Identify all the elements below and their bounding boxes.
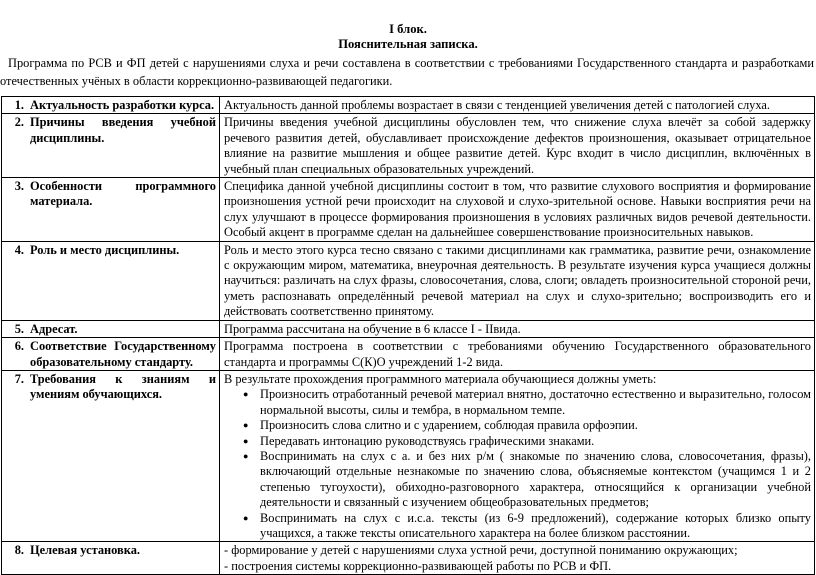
row-heading-cell	[2, 178, 220, 242]
row-number: 7.	[14, 371, 24, 386]
table-row	[2, 370, 815, 541]
row-heading-cell	[2, 97, 220, 114]
document-subtitle: Пояснительная записка.	[338, 37, 478, 51]
goal-line: - построения системы коррекционно-развивающей работы по РСВ и ФП.	[224, 558, 612, 573]
row-label: Актуальность разработки курса.	[30, 98, 215, 112]
row-number: 5.	[14, 321, 24, 336]
row-content-cell	[220, 370, 815, 541]
row-number: 8.	[14, 543, 24, 558]
row-content-cell	[220, 338, 815, 371]
row-label: Адресат.	[30, 321, 78, 336]
table-row	[2, 97, 815, 114]
block-title: I блок.	[389, 22, 427, 36]
row-heading-cell	[2, 114, 220, 178]
row-heading-cell	[2, 338, 220, 371]
intro-paragraph: Программа по РСВ и ФП детей с нарушениями слуха и речи составлена в соответствии с требованиями Государственного стандарта и разработками отечественных учёных в области коррекционно-развивающей педагогики.	[0, 56, 814, 88]
table-row	[2, 320, 815, 337]
row-heading-cell	[2, 241, 220, 320]
row-text: Причины введения учебной дисциплины обусловлен тем, что снижение слуха влечёт за собой задержку речевого развития детей, обуславливает происхождение дефектов произношения, оказывает отрицательное влияние на развитие мышления и общее развитие детей. Курс входит в число дисциплин, включённых в учебный план специальных образовательных учреждений.	[224, 115, 811, 176]
row-content-cell	[220, 114, 815, 178]
row-heading-cell	[2, 320, 220, 337]
table-row	[2, 338, 815, 371]
row-content-cell	[220, 241, 815, 320]
row-number: 3.	[14, 179, 24, 194]
row-number: 1.	[14, 98, 24, 112]
row-number: 2.	[14, 115, 24, 130]
row-label: Соответствие Государственному образовательному стандарту.	[30, 339, 216, 369]
table-row	[2, 178, 815, 242]
row-heading-cell	[2, 542, 220, 575]
row-text: Программа построена в соответствии с требованиями обучению Государственного образовательного стандарта и программы С(К)О учреждений 1-2 вида.	[224, 339, 811, 369]
row-label: Роль и место дисциплины.	[30, 242, 180, 257]
goal-line: - формирование у детей с нарушениями слуха устной речи, доступной пониманию окружающих;	[224, 543, 738, 558]
row-label: Особенности программного материала.	[30, 179, 216, 209]
row-content-cell	[220, 97, 815, 114]
row-number: 4.	[14, 242, 24, 257]
table-row	[2, 542, 815, 575]
row-label: Требования к знаниям и умениям обучающихся.	[30, 371, 216, 402]
row-text: Специфика данной учебной дисциплины состоит в том, что развитие слухового восприятия и формирование произношения устной речи происходит на слуховой и слухо-зрительной основе. Навыки восприятия речи на слух улучшают в процессе формирования произношения в условиях различных видов речевой деятельности. Особый акцент в программе сделан на дальнейшее совершенствование произносительных навыков.	[224, 179, 811, 240]
row-label: Целевая установка.	[30, 543, 140, 558]
table-row	[2, 114, 815, 178]
list-item: ● Воспринимать на слух с и.с.а. тексты (из 6-9 предложений), содержание которых близко опыту учащихся, а также тексты описательного характера на более близком расстоянии.	[260, 511, 811, 542]
list-item: ● Произносить слова слитно и с ударением, соблюдая правила орфоэпии.	[260, 418, 811, 433]
explanatory-table	[1, 96, 815, 575]
list-item: ● Произносить отработанный речевой материал внятно, достаточно естественно и выразительно, голосом нормальной высоты, силы и тембра, в нормальном темпе.	[260, 387, 811, 418]
table-row	[2, 241, 815, 320]
row-text: Роль и место этого курса тесно связано с такими дисциплинами как грамматика, развитие речи, ознакомление с окружающим миром, математика, внеурочная деятельность. В результате изучения курса учащиеся должны научиться: различать на слух фразы, словосочетания, слова, слоги; овладеть произносительной стороной речи, уметь распознавать определённый речевой материал на слух и слухо-зрительно; воспроизводить его и действовать соответственно принятому.	[224, 242, 811, 319]
row-content-cell	[220, 542, 815, 575]
row-text: Актуальность данной проблемы возрастает в связи с тенденцией увеличения детей с патологией слуха.	[224, 98, 770, 112]
requirements-list	[224, 387, 811, 541]
row-text: Программа рассчитана на обучение в 6 классе I - IIвида.	[224, 321, 521, 336]
row-heading-cell	[2, 370, 220, 541]
row-number: 6.	[14, 339, 24, 354]
row-text: В результате прохождения программного материала обучающиеся должны уметь:	[224, 371, 657, 386]
row-label: Причины введения учебной дисциплины.	[30, 115, 216, 145]
row-content-cell	[220, 178, 815, 242]
row-content-cell	[220, 320, 815, 337]
list-item: ● Передавать интонацию руководствуясь графическими знаками.	[260, 434, 811, 449]
list-item: ● Воспринимать на слух с а. и без них р/м ( знакомые по значению слова, словосочетания, фразы), включающий отдельные незнакомые по значению слова, объясняемые контекстом (учащимся 1 и 2 степенью тугоухости), обиходно-разговорного характера, относящийся к организации учебной деятельности и связанный с изучением общеобразовательных предметов;	[260, 449, 811, 511]
